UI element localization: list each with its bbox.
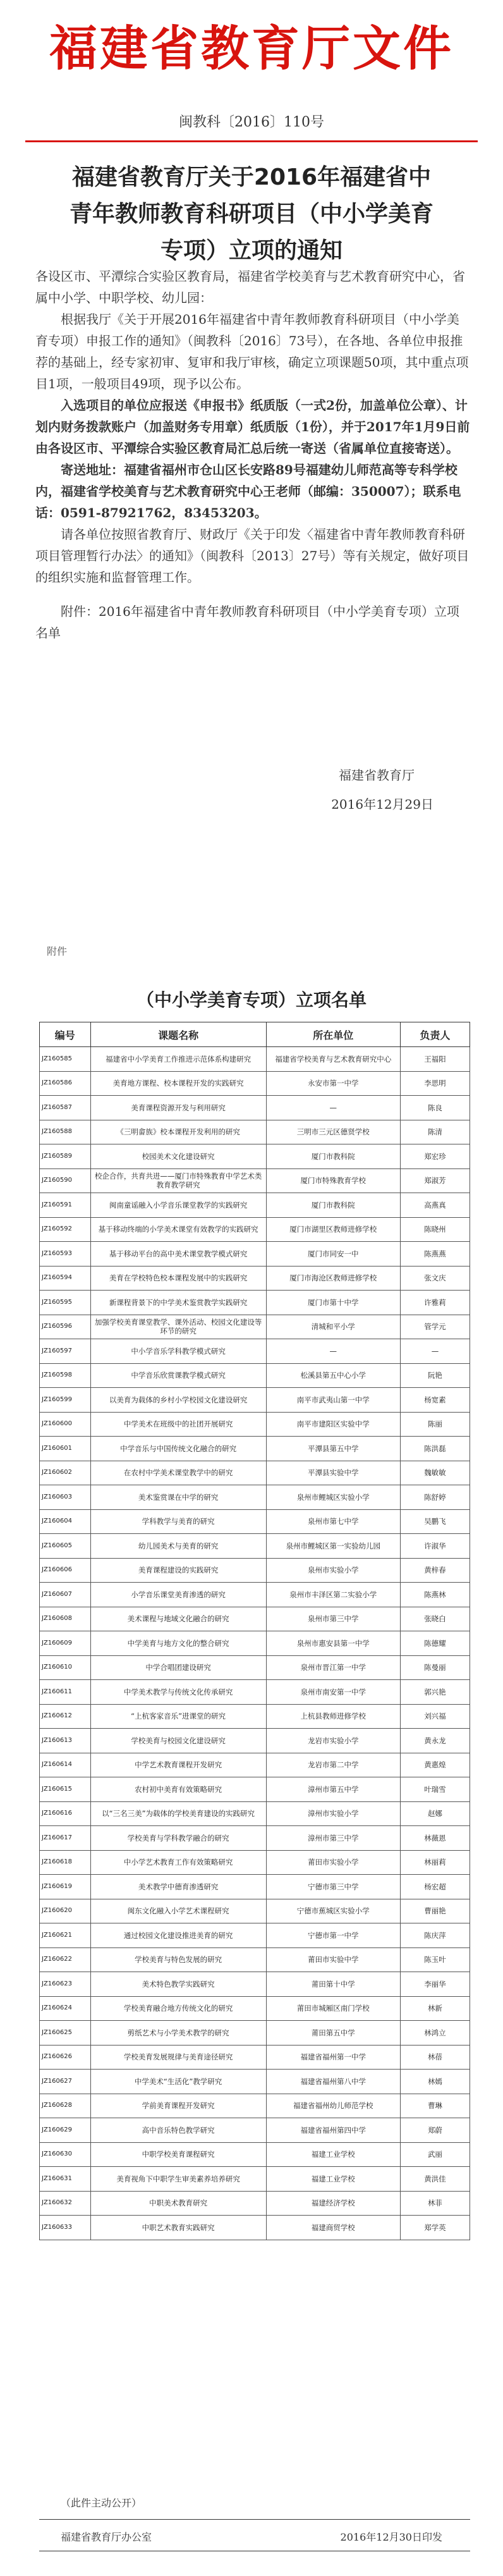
cell-title: 《三明畲族》校本课程开发利用的研究: [90, 1120, 266, 1144]
table-row: [40, 1315, 470, 1339]
cell-unit: 厦门市同安一中: [266, 1242, 400, 1267]
cell-title: 中小学艺术教育工作有效策略研究: [90, 1850, 266, 1875]
signer: 福建省教育厅: [339, 768, 415, 783]
cell-unit: 漳州市第三中学: [266, 1826, 400, 1851]
cell-code: JZ160585: [40, 1047, 91, 1072]
cell-code: JZ160633: [40, 2216, 91, 2240]
table-row: [40, 1461, 470, 1485]
cell-title: 农村初中美育有效策略研究: [90, 1777, 266, 1802]
cell-code: JZ160608: [40, 1607, 91, 1631]
cell-title: 基于移动平台的高中美术课堂教学模式研究: [90, 1242, 266, 1267]
table-row: [40, 2191, 470, 2216]
cell-title: 中学美术教学与传统文化传承研究: [90, 1680, 266, 1705]
cell-lead: 林蓓: [400, 2045, 470, 2070]
cell-title: 学校美育融合地方传统文化的研究: [90, 1996, 266, 2021]
cell-title: 幼儿园美术与美育的研究: [90, 1534, 266, 1559]
table-row: [40, 1583, 470, 1607]
cell-title: 中职学校美育课程研究: [90, 2142, 266, 2167]
cell-unit: 福建省福州第一中学: [266, 2045, 400, 2070]
cell-code: JZ160589: [40, 1144, 91, 1169]
cell-unit: 三明市三元区德贤学校: [266, 1120, 400, 1144]
cell-unit: —: [266, 1096, 400, 1120]
header-unit: 所在单位: [266, 1022, 400, 1047]
cell-lead: 郑宏珍: [400, 1144, 470, 1169]
table-row: [40, 1655, 470, 1680]
cell-unit: 福建省福州第八中学: [266, 2070, 400, 2094]
cell-lead: 李思明: [400, 1071, 470, 1096]
table-row: [40, 1388, 470, 1413]
cell-unit: 福建工业学校: [266, 2167, 400, 2192]
cell-title: 剪纸艺术与小学美术教学的研究: [90, 2021, 266, 2045]
cell-code: JZ160600: [40, 1412, 91, 1437]
cell-code: JZ160619: [40, 1875, 91, 1899]
table-row: [40, 2094, 470, 2118]
table-row: [40, 2167, 470, 2192]
cell-lead: 黄梓春: [400, 1558, 470, 1583]
cell-title: 美术鉴赏课在中学的研究: [90, 1485, 266, 1510]
table-row: [40, 1217, 470, 1242]
cell-unit: 厦门市教科院: [266, 1144, 400, 1169]
paragraph-1: 根据我厅《关于开展2016年福建省中青年教师教育科研项目（中小学美育专项）申报工作的通知》（闽教科〔2016〕73号），在各地、各单位申报推荐的基础上，经专家初审、复审和我厅审核，确定立项课题50项，其中重点项目1项，一般项目49项，现予以公布。: [35, 312, 469, 391]
table-row: [40, 2070, 470, 2094]
cell-lead: 郑淑芳: [400, 1168, 470, 1193]
table-row: [40, 2021, 470, 2045]
table-row: [40, 1339, 470, 1364]
cell-code: JZ160599: [40, 1388, 91, 1413]
table-row: [40, 1704, 470, 1729]
header-title: 课题名称: [90, 1022, 266, 1047]
cell-lead: 林嫣: [400, 2070, 470, 2094]
attachment-line: 附件：2016年福建省中青年教师教育科研项目（中小学美育专项）立项名单: [35, 604, 459, 641]
cell-code: JZ160613: [40, 1729, 91, 1753]
cell-title: 高中音乐特色教学研究: [90, 2118, 266, 2143]
table-row: [40, 1266, 470, 1291]
notice-title: 福建省教育厅关于2016年福建省中青年教师教育科研项目（中小学美育专项）立项的通知: [69, 164, 433, 264]
cell-unit: 福建省学校美育与艺术教育研究中心: [266, 1047, 400, 1072]
cell-lead: 许雅莉: [400, 1291, 470, 1315]
cell-lead: 王福阳: [400, 1047, 470, 1072]
cell-lead: 陈庆萍: [400, 1923, 470, 1948]
cell-lead: 武丽: [400, 2142, 470, 2167]
cell-lead: 黄惠煌: [400, 1753, 470, 1777]
table-row: [40, 1826, 470, 1851]
cell-code: JZ160614: [40, 1753, 91, 1777]
footer-rule-top: [39, 2519, 470, 2520]
paragraph-2: 入选项目的单位应报送《申报书》纸质版（一式2份，加盖单位公章）、计划内财务拨款账户（加盖财务专用章）纸质版（1份），并于2017年1月9日前由各设区市、平潭综合实验区教育局汇总后统一寄送（省属单位直接寄送）。: [35, 398, 470, 456]
cell-title: 美育课程建设的实践研究: [90, 1558, 266, 1583]
footer-date: 2016年12月30日印发: [340, 2531, 442, 2543]
table-row: [40, 2216, 470, 2240]
cell-unit: 松溪县第五中心小学: [266, 1363, 400, 1388]
header-code: 编号: [40, 1022, 91, 1047]
table-row: [40, 1168, 470, 1193]
cell-lead: 赵娜: [400, 1801, 470, 1826]
cell-lead: 杨宽素: [400, 1388, 470, 1413]
cell-unit: 宁德市第三中学: [266, 1875, 400, 1899]
cell-unit: 宁德市蕉城区实验小学: [266, 1899, 400, 1923]
table-row: [40, 1631, 470, 1656]
salutation: 各设区市、平潭综合实验区教育局，福建省学校美育与艺术教育研究中心，省属中小学、中职学校、幼儿园：: [35, 269, 465, 305]
cell-lead: 陈丽: [400, 1412, 470, 1437]
cell-unit: 莆田市实验中学: [266, 1947, 400, 1972]
cell-unit: 福建省福州幼儿师范学校: [266, 2094, 400, 2118]
cell-code: JZ160598: [40, 1363, 91, 1388]
cell-title: 美育课程资源开发与利用研究: [90, 1096, 266, 1120]
cell-code: JZ160610: [40, 1655, 91, 1680]
cell-title: 基于移动终端的小学美术课堂有效教学的实践研究: [90, 1217, 266, 1242]
table-row: [40, 1096, 470, 1120]
cell-code: JZ160629: [40, 2118, 91, 2143]
table-body: [40, 1047, 470, 2240]
table-row: [40, 1680, 470, 1705]
cell-lead: 郑学英: [400, 2216, 470, 2240]
cell-title: 校园美术文化建设研究: [90, 1144, 266, 1169]
cell-lead: 林新: [400, 1996, 470, 2021]
cell-unit: 莆田第五中学: [266, 2021, 400, 2045]
cell-code: JZ160616: [40, 1801, 91, 1826]
cell-code: JZ160615: [40, 1777, 91, 1802]
cell-title: 学科教学与美育的研究: [90, 1509, 266, 1534]
cell-code: JZ160623: [40, 1972, 91, 1997]
cell-lead: —: [400, 1339, 470, 1364]
cell-lead: 陈舒婷: [400, 1485, 470, 1510]
cell-title: 美术特色教学实践研究: [90, 1972, 266, 1997]
cell-title: “上杭客家音乐”进课堂的研究: [90, 1704, 266, 1729]
cell-code: JZ160628: [40, 2094, 91, 2118]
cell-title: 中职美术教育研究: [90, 2191, 266, 2216]
paragraph-4: 请各单位按照省教育厅、财政厅《关于印发〈福建省中青年教师教育科研项目管理暂行办法〉的通知》（闽教科〔2013〕27号）等有关规定，做好项目的组织实施和监督管理工作。: [35, 527, 470, 585]
cell-lead: 陈燕燕: [400, 1242, 470, 1267]
cell-code: JZ160624: [40, 1996, 91, 2021]
table-row: [40, 1729, 470, 1753]
table-row: [40, 1558, 470, 1583]
table-row: [40, 1875, 470, 1899]
cell-code: JZ160588: [40, 1120, 91, 1144]
cell-code: JZ160607: [40, 1583, 91, 1607]
cell-code: JZ160604: [40, 1509, 91, 1534]
cell-title: 在农村中学美术课堂教学中的研究: [90, 1461, 266, 1485]
cell-code: JZ160612: [40, 1704, 91, 1729]
cell-title: 学前美育课程开发研究: [90, 2094, 266, 2118]
cell-code: JZ160593: [40, 1242, 91, 1267]
cell-unit: 莆田第十中学: [266, 1972, 400, 1997]
cell-unit: 福建经济学校: [266, 2191, 400, 2216]
cell-title: 中学音乐欣赏课教学模式研究: [90, 1363, 266, 1388]
cell-lead: 黄洪佳: [400, 2167, 470, 2192]
cell-code: JZ160620: [40, 1899, 91, 1923]
cell-lead: 陈燕林: [400, 1583, 470, 1607]
cell-title: 中学美育与地方文化的整合研究: [90, 1631, 266, 1656]
cell-lead: 陈玉叶: [400, 1947, 470, 1972]
table-row: [40, 1899, 470, 1923]
cell-unit: 泉州市南安第一中学: [266, 1680, 400, 1705]
cell-title: 中职艺术教育实践研究: [90, 2216, 266, 2240]
cell-code: JZ160632: [40, 2191, 91, 2216]
cell-lead: 林薇恩: [400, 1826, 470, 1851]
cell-code: JZ160592: [40, 1217, 91, 1242]
cell-lead: 陈晓州: [400, 1217, 470, 1242]
cell-code: JZ160603: [40, 1485, 91, 1510]
cell-unit: 漳州市实验小学: [266, 1801, 400, 1826]
cell-lead: 曹琳: [400, 2094, 470, 2118]
cell-unit: 厦门市教科院: [266, 1193, 400, 1218]
cell-lead: 曹丽艳: [400, 1899, 470, 1923]
cell-title: 校企合作，共育共进——厦门市特殊教育中学艺术类教育教学研究: [90, 1168, 266, 1193]
cell-title: 中学音乐与中国传统文化融合的研究: [90, 1437, 266, 1461]
cell-unit: 厦门市第十中学: [266, 1291, 400, 1315]
table-row: [40, 1801, 470, 1826]
cell-title: 中小学音乐学科教学模式研究: [90, 1339, 266, 1364]
cell-title: 学校美育与特色发展的研究: [90, 1947, 266, 1972]
cell-code: JZ160609: [40, 1631, 91, 1656]
cell-unit: 泉州市鲤城区实验小学: [266, 1485, 400, 1510]
cell-lead: 郑蔚: [400, 2118, 470, 2143]
cell-title: 通过校园文化建设推进美育的研究: [90, 1923, 266, 1948]
cell-code: JZ160601: [40, 1437, 91, 1461]
cell-unit: 莆田市城厢区南门学校: [266, 1996, 400, 2021]
cell-unit: 福建商贸学校: [266, 2216, 400, 2240]
cell-unit: 漳州市第五中学: [266, 1777, 400, 1802]
cell-lead: 陈良: [400, 1096, 470, 1120]
cell-lead: 杨宏超: [400, 1875, 470, 1899]
cell-title: 加强学校美育课堂教学、课外活动、校园文化建设等环节的研究: [90, 1315, 266, 1339]
table-row: [40, 1947, 470, 1972]
cell-title: 学校美育与校园文化建设研究: [90, 1729, 266, 1753]
cell-code: JZ160625: [40, 2021, 91, 2045]
cell-title: 美育地方课程、校本课程开发的实践研究: [90, 1071, 266, 1096]
notice-body: [35, 266, 471, 644]
cell-unit: 上杭县教师进修学校: [266, 1704, 400, 1729]
cell-code: JZ160590: [40, 1168, 91, 1193]
cell-code: JZ160597: [40, 1339, 91, 1364]
table-row: [40, 1972, 470, 1997]
table-row: [40, 1071, 470, 1096]
cell-code: JZ160617: [40, 1826, 91, 1851]
cell-title: 学校美育发展规律与美育途径研究: [90, 2045, 266, 2070]
cell-code: JZ160595: [40, 1291, 91, 1315]
document-header-title: 福建省教育厅文件: [49, 20, 454, 77]
cell-unit: —: [266, 1339, 400, 1364]
table-row: [40, 1120, 470, 1144]
table-row: [40, 1144, 470, 1169]
cell-unit: 福建工业学校: [266, 2142, 400, 2167]
cell-unit: 清城和平小学: [266, 1315, 400, 1339]
cell-unit: 厦门市特殊教育学校: [266, 1168, 400, 1193]
cell-unit: 泉州市实验小学: [266, 1558, 400, 1583]
table-row: [40, 1193, 470, 1218]
cell-lead: 林鸿立: [400, 2021, 470, 2045]
cell-unit: 泉州市第三中学: [266, 1607, 400, 1631]
cell-unit: 永安市第一中学: [266, 1071, 400, 1096]
cell-lead: 许淑华: [400, 1534, 470, 1559]
paragraph-3: 寄送地址：福建省福州市仓山区长安路89号福建幼儿师范高等专科学校内，福建省学校美育与艺术教育研究中心王老师（邮编：350007）；联系电话：0591-87921762，83453203。: [35, 462, 461, 520]
cell-title: 福建省中小学美育工作推进示范体系构建研究: [90, 1047, 266, 1072]
cell-lead: 李丽华: [400, 1972, 470, 1997]
cell-code: JZ160631: [40, 2167, 91, 2192]
cell-unit: 莆田市实验小学: [266, 1850, 400, 1875]
cell-code: JZ160602: [40, 1461, 91, 1485]
cell-lead: 黄永龙: [400, 1729, 470, 1753]
cell-lead: 阮艳: [400, 1363, 470, 1388]
table-row: [40, 1437, 470, 1461]
cell-unit: 平潭县实验中学: [266, 1461, 400, 1485]
cell-title: 闽南童谣融入小学音乐课堂教学的实践研究: [90, 1193, 266, 1218]
table-row: [40, 2045, 470, 2070]
table-row: [40, 2142, 470, 2167]
cell-lead: 魏敏敏: [400, 1461, 470, 1485]
cell-unit: 厦门市湖里区教师进修学校: [266, 1217, 400, 1242]
table-row: [40, 1777, 470, 1802]
cell-lead: 张文庆: [400, 1266, 470, 1291]
table-row: [40, 1509, 470, 1534]
cell-title: 美术课程与地域文化融合的研究: [90, 1607, 266, 1631]
cell-unit: 泉州市晋江第一中学: [266, 1655, 400, 1680]
header-lead: 负责人: [400, 1022, 470, 1047]
table-row: [40, 1412, 470, 1437]
table-row: [40, 1996, 470, 2021]
cell-unit: 泉州市第七中学: [266, 1509, 400, 1534]
cell-lead: 叶瑞雪: [400, 1777, 470, 1802]
cell-unit: 龙岩市实验小学: [266, 1729, 400, 1753]
notice-page: [0, 0, 503, 936]
cell-lead: 吴鹏飞: [400, 1509, 470, 1534]
cell-unit: 宁德市第一中学: [266, 1923, 400, 1948]
cell-title: 闽东文化融入小学艺术课程研究: [90, 1899, 266, 1923]
table-row: [40, 1291, 470, 1315]
cell-lead: 陈洪磊: [400, 1437, 470, 1461]
cell-lead: 郭兴艳: [400, 1680, 470, 1705]
cell-unit: 泉州市丰泽区第二实验小学: [266, 1583, 400, 1607]
table-row: [40, 1923, 470, 1948]
cell-unit: 厦门市海沧区教师进修学校: [266, 1266, 400, 1291]
cell-title: 学校美育与学科教学融合的研究: [90, 1826, 266, 1851]
cell-unit: 南平市武夷山第一中学: [266, 1388, 400, 1413]
cell-code: JZ160621: [40, 1923, 91, 1948]
cell-lead: 陈德耀: [400, 1631, 470, 1656]
cell-title: 美育视角下中职学生审美素养培养研究: [90, 2167, 266, 2192]
cell-title: 小学音乐课堂美育渗透的研究: [90, 1583, 266, 1607]
cell-title: 中学美术“生活化”教学研究: [90, 2070, 266, 2094]
cell-lead: 高燕真: [400, 1193, 470, 1218]
cell-code: JZ160605: [40, 1534, 91, 1559]
cell-code: JZ160587: [40, 1096, 91, 1120]
cell-title: 美术教学中德育渗透研究: [90, 1875, 266, 1899]
cell-lead: 林丽莉: [400, 1850, 470, 1875]
cell-title: 以“三名三美”为载体的学校美育建设的实践研究: [90, 1801, 266, 1826]
cell-unit: 泉州市鲤城区第一实验幼儿园: [266, 1534, 400, 1559]
cell-lead: 陈曼丽: [400, 1655, 470, 1680]
table-row: [40, 1607, 470, 1631]
cell-lead: 管学元: [400, 1315, 470, 1339]
cell-title: 中学合唱团建设研究: [90, 1655, 266, 1680]
cell-unit: 泉州市惠安县第一中学: [266, 1631, 400, 1656]
footer-office: 福建省教育厅办公室: [61, 2531, 152, 2543]
attachment-label: 附件: [47, 945, 68, 957]
cell-code: JZ160596: [40, 1315, 91, 1339]
cell-code: JZ160611: [40, 1680, 91, 1705]
cell-title: 美育在学校特色校本课程发展中的实践研究: [90, 1266, 266, 1291]
sign-date: 2016年12月29日: [331, 797, 433, 812]
cell-lead: 陈清: [400, 1120, 470, 1144]
cell-unit: 龙岩市第二中学: [266, 1753, 400, 1777]
table-row: [40, 1485, 470, 1510]
cell-unit: 南平市建阳区实验中学: [266, 1412, 400, 1437]
cell-code: JZ160591: [40, 1193, 91, 1218]
document-number: 闽教科〔2016〕110号: [179, 114, 324, 130]
cell-lead: 张晓白: [400, 1607, 470, 1631]
cell-code: JZ160630: [40, 2142, 91, 2167]
table-row: [40, 1850, 470, 1875]
cell-code: JZ160622: [40, 1947, 91, 1972]
table-row: [40, 2118, 470, 2143]
cell-code: JZ160626: [40, 2045, 91, 2070]
cell-lead: 刘兴福: [400, 1704, 470, 1729]
list-title: （中小学美育专项）立项名单: [136, 990, 367, 1010]
table-row: [40, 1534, 470, 1559]
cell-title: 中学美术在班级中的社团开展研究: [90, 1412, 266, 1437]
table-row: [40, 1363, 470, 1388]
cell-unit: 福建省福州第四中学: [266, 2118, 400, 2143]
red-divider: [25, 140, 478, 142]
cell-title: 新课程背景下的中学美术鉴赏教学实践研究: [90, 1291, 266, 1315]
open-note: （此件主动公开）: [61, 2497, 142, 2509]
cell-title: 中学艺术教育课程开发研究: [90, 1753, 266, 1777]
table-header-row: [40, 1022, 470, 1047]
cell-unit: 平潭县第五中学: [266, 1437, 400, 1461]
table-row: [40, 1047, 470, 1072]
cell-code: JZ160627: [40, 2070, 91, 2094]
table-row: [40, 1753, 470, 1777]
table-row: [40, 1242, 470, 1267]
cell-lead: 林菲: [400, 2191, 470, 2216]
cell-title: 以美育为载体的乡村小学校园文化建设研究: [90, 1388, 266, 1413]
cell-code: JZ160586: [40, 1071, 91, 1096]
project-table: [39, 1022, 470, 2240]
cell-code: JZ160606: [40, 1558, 91, 1583]
cell-code: JZ160594: [40, 1266, 91, 1291]
cell-code: JZ160618: [40, 1850, 91, 1875]
